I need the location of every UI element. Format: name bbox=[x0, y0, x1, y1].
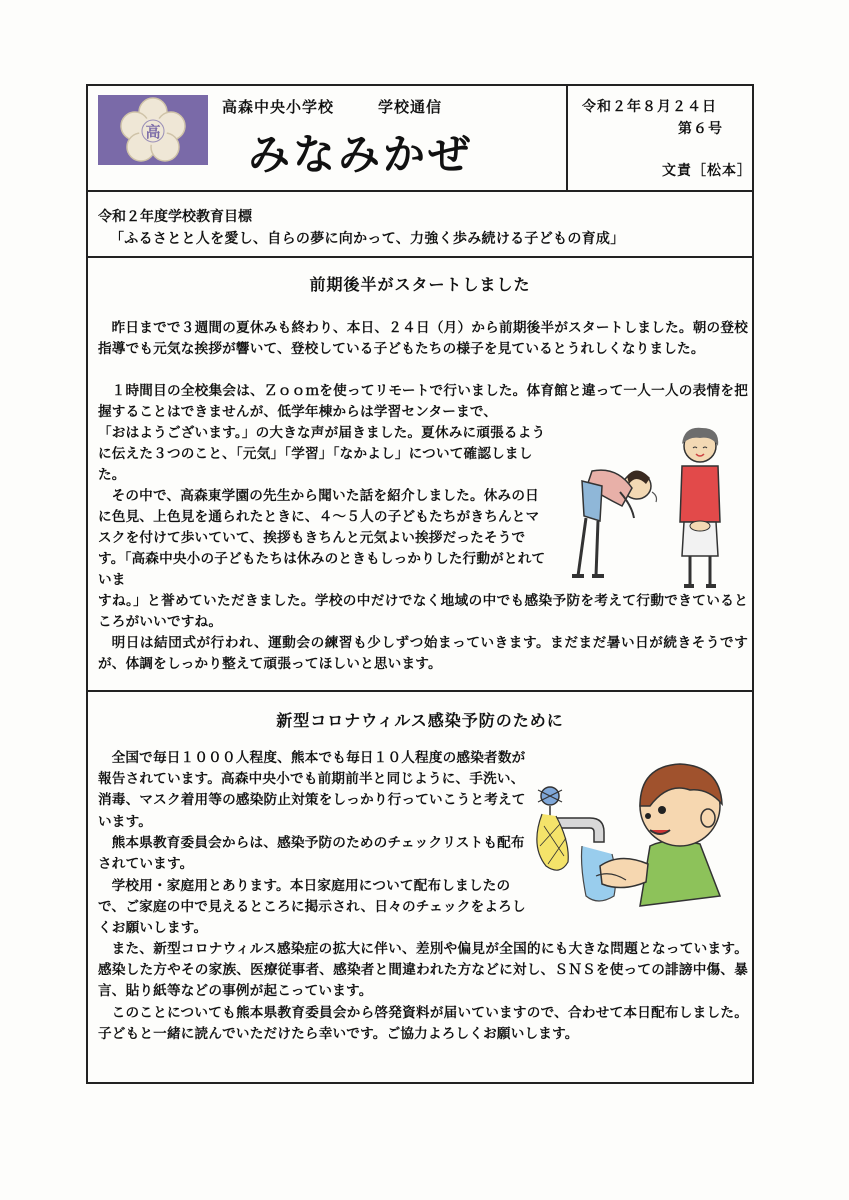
section2-paragraph-1: 全国で毎日１０００人程度、熊本でも毎日１０人程度の感染者数が報告されています。高森中央小でも前期前半と同じように、手洗い、消毒、マスク着用等の感染防止対策をしっかり行っていこうと考えています。 bbox=[98, 750, 526, 830]
section2-paragraph-4: また、新型コロナウィルス感染症の拡大に伴い、差別や偏見が全国的にも大きな問題となっています。感染した方やその家族、医療従事者、感染者と間違われた方などに対し、ＳＮＳを使っての誹謗中傷、暴言、貼り紙等などの事例が起こっています。 bbox=[98, 941, 748, 1000]
section1-paragraph-2: １時間目の全校集会は、Ｚｏｏｍを使ってリモートで行いました。体育館と違って一人一人の表情を把握することはできませんが、低学年棟からは学習センターまで、 bbox=[98, 383, 748, 420]
newsletter-frame bbox=[86, 84, 754, 1084]
sakura-emblem-icon bbox=[98, 95, 208, 165]
section1-paragraph-3: 「おはようございます。」の大きな声が届きました。夏休みに頑張るように伝えた３つのこと、「元気」「学習」「なかよし」について確認しました。 bbox=[98, 425, 546, 483]
section1-paragraph-6: 明日は結団式が行われ、運動会の練習も少しずつ始まっていきます。まだまだ暑い日が続きそうですが、体調をしっかり整えて頑張ってほしいと思います。 bbox=[98, 635, 748, 672]
teacher-woman-icon bbox=[680, 428, 720, 586]
handwashing-illustration bbox=[530, 746, 740, 916]
school-logo bbox=[98, 95, 208, 165]
greeting-people-illustration bbox=[572, 426, 752, 596]
section1-paragraph-4: その中で、高森東学園の先生から聞いた話を紹介しました。休みの日に色見、上色見を通られたときに、４～５人の子どもたちがきちんとマスクを付けて歩いていて、挨拶もきちんと元気よい挨拶だったそうです。「高森中央小の子どもたちは休みのときもしっかりした行動がとれていま bbox=[98, 488, 546, 588]
section1-title: 前期後半がスタートしました bbox=[309, 275, 531, 294]
newsletter-kind: 学校通信 bbox=[378, 98, 443, 116]
section1-paragraph-5: すね。」と誉めていただきました。学校の中だけでなく地域の中でも感染予防を考えて行動できているところがいいですね。 bbox=[98, 593, 748, 630]
bowing-child-icon bbox=[572, 470, 657, 576]
section1-bottom-rule bbox=[88, 690, 752, 692]
goal-text: 「ふるさとと人を愛し、自らの夢に向かって、力強く歩み続ける子どもの育成」 bbox=[110, 231, 625, 247]
section1-paragraph-1: 昨日までで３週間の夏休みも終わり、本日、２４日（月）から前期後半がスタートしました。朝の登校指導でも元気な挨拶が響いて、登校している子どもたちの様子を見ているとうれしくなりました。 bbox=[98, 320, 748, 357]
section2-paragraph-3: 学校用・家庭用とあります。本日家庭用について配布しましたので、ご家庭の中で見えるところに掲示され、日々のチェックをよろしくお願いします。 bbox=[98, 878, 526, 937]
logo-glyph: 高 bbox=[145, 123, 161, 141]
goal-bottom-rule bbox=[88, 256, 752, 258]
section2-title: 新型コロナウィルス感染予防のために bbox=[276, 711, 564, 730]
issue-number: 第６号 bbox=[678, 121, 723, 137]
section2-paragraph-5: このことについても熊本県教育委員会から啓発資料が届いていますので、合わせて本日配布しました。子どもと一緒に読んでいただけたら幸いです。ご協力よろしくお願いします。 bbox=[98, 1005, 748, 1043]
author-credit: 文責［松本］ bbox=[662, 163, 752, 179]
boy-icon bbox=[596, 764, 722, 906]
section2-paragraph-2: 熊本県教育委員会からは、感染予防のためのチェックリストも配布されています。 bbox=[98, 835, 525, 873]
goal-label: 令和２年度学校教育目標 bbox=[98, 209, 252, 225]
newsletter-title: みなみかぜ bbox=[248, 130, 474, 179]
school-name: 高森中央小学校 bbox=[222, 98, 335, 116]
header-bottom-rule bbox=[88, 190, 752, 192]
header-divider bbox=[566, 86, 568, 190]
issue-date: 令和２年８月２４日 bbox=[582, 99, 717, 115]
